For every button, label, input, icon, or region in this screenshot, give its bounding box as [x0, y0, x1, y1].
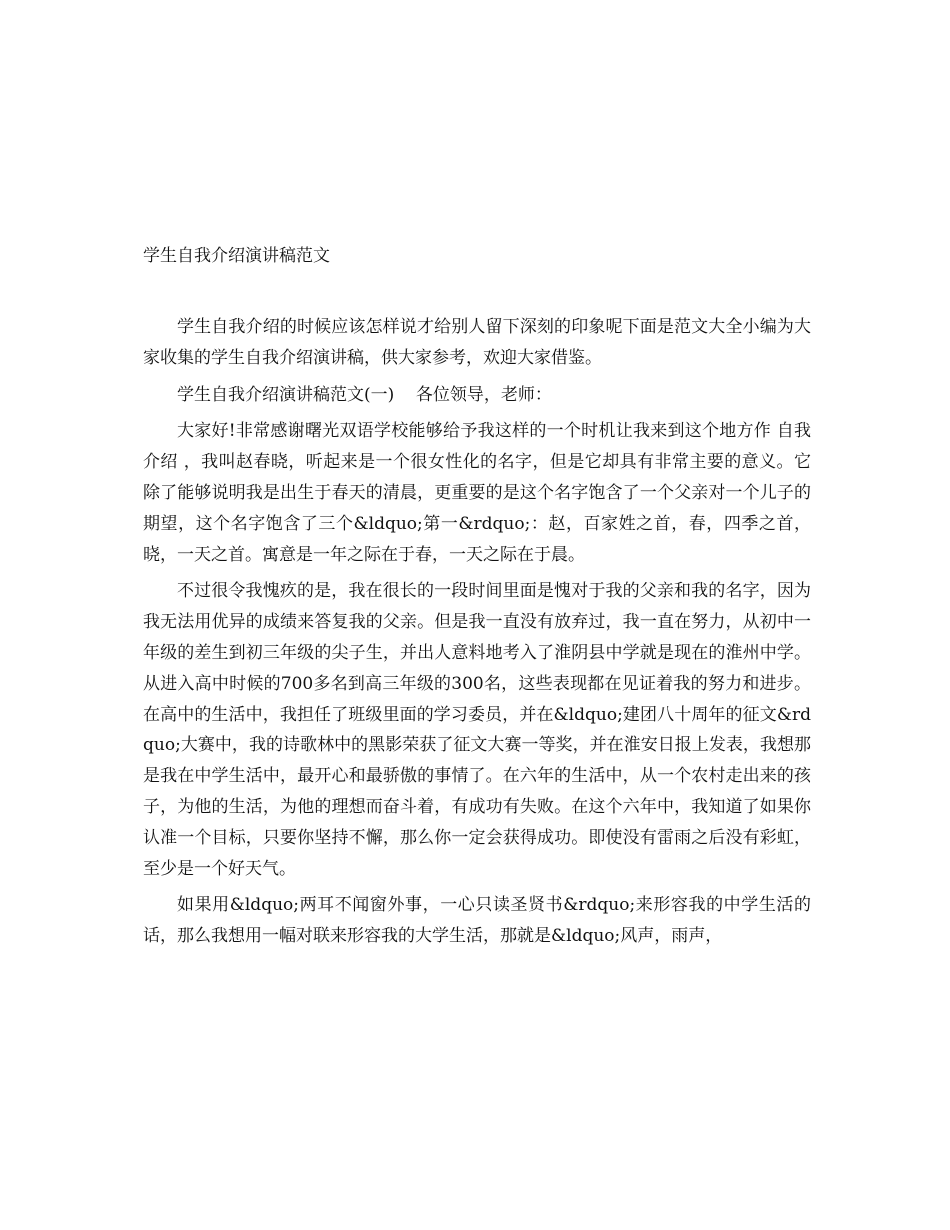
intro-paragraph: 学生自我介绍的时候应该怎样说才给别人留下深刻的印象呢下面是范文大全小编为大家收集的学生自我介绍演讲稿，供大家参考，欢迎大家借鉴。 [143, 317, 811, 368]
greeting-paragraph: 大家好!非常感谢曙光双语学校能够给予我这样的一个时机让我来到这个地方作 自我介绍 ，我叫赵春晓，听起来是一个很女性化的名字，但是它却具有非常主要的意义。它除了能够说明我是出生于春天的清晨，更重要的是这个名字饱含了一个父亲对一个儿子的期望，这个名字饱含了三个&ldquo;第一&rdquo;：赵，百家姓之首，春，四季之首，晓，一天之首。寓意是一年之际在于春，一天之际在于晨。 [143, 421, 811, 565]
sample-heading-paragraph: 学生自我介绍演讲稿范文(一) 各位领导，老师： [177, 384, 552, 405]
middle-school-paragraph: 不过很令我愧疚的是，我在很长的一段时间里面是愧对于我的父亲和我的名字，因为我无法用优异的成绩来答复我的父亲。但是我一直没有放弃过，我一直在努力，从初中一年级的差生到初三年级的尖子生，并出人意料地考入了淮阴县中学就是现在的淮州中学。从进入高中时候的700多名到高三年级的300名，这些表现都在见证着我的努力和进步。在高中的生活中，我担任了班级里面的学习委员，并在&ldquo;建团八十周年的征文&rdquo;大赛中，我的诗歌林中的黑影荣获了征文大赛一等奖，并在淮安日报上发表，我想那是我在中学生活中，最开心和最骄傲的事情了。在六年的生活中，从一个农村走出来的孩子，为他的生活，为他的理想而奋斗着，有成功有失败。在这个六年中，我知道了如果你认准一个目标，只要你坚持不懈，那么你一定会获得成功。即使没有雷雨之后没有彩虹，至少是一个好天气。 [143, 581, 811, 879]
document-body [143, 312, 811, 958]
university-paragraph: 如果用&ldquo;两耳不闻窗外事，一心只读圣贤书&rdquo;来形容我的中学生活的话，那么我想用一幅对联来形容我的大学生活，那就是&ldquo;风声，雨声， [143, 895, 811, 947]
document-title: 学生自我介绍演讲稿范文 [143, 246, 330, 266]
